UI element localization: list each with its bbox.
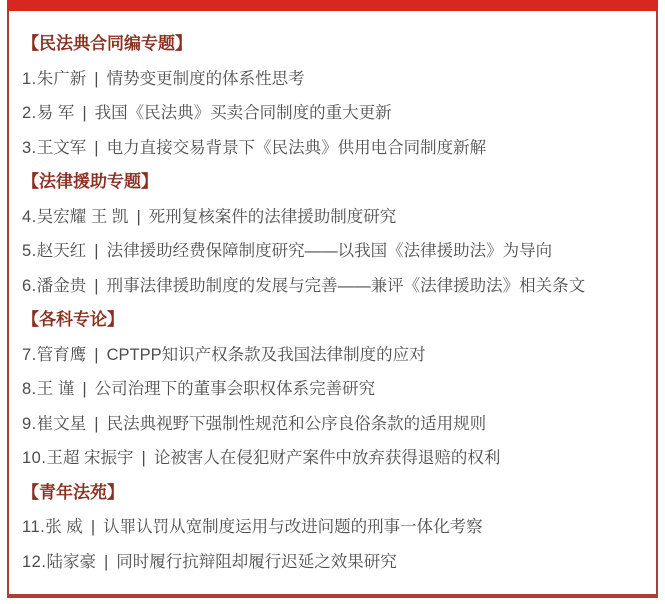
item-separator: | [94,345,99,364]
toc-item [22,441,648,476]
item-title: 认罪认罚从宽制度运用与改进问题的刑事一体化考察 [103,518,483,536]
toc-item [22,338,648,373]
toc-content [7,11,658,598]
item-authors: 崔文星 [36,414,87,433]
item-title: 民法典视野下强制性规范和公序良俗条款的适用规则 [106,414,487,433]
item-number: 8. [22,380,37,398]
item-number: 1. [22,69,37,88]
item-number: 3. [22,138,37,157]
item-authors: 王 谨 [36,380,75,398]
item-title: 论被害人在侵犯财产案件中放弃获得退赔的权利 [153,449,501,467]
item-number: 7. [22,345,37,364]
item-separator: | [94,276,99,295]
item-authors: 管育鹰 [36,345,87,364]
item-separator: | [94,138,99,157]
item-title: 法律援助经费保障制度研究——以我国《法律援助法》为导向 [106,242,553,260]
toc-item [22,200,648,235]
item-title: 公司治理下的董事会职权体系完善研究 [94,380,376,398]
section-header: 【各科专论】 [22,310,124,329]
item-separator: | [103,552,109,571]
item-authors: 张 威 [45,518,83,536]
item-number: 10. [22,449,47,467]
toc-item [22,62,648,97]
item-authors: 易 军 [36,104,75,122]
item-separator: | [94,242,99,260]
item-title: 死刑复核案件的法律援助制度研究 [148,207,397,226]
item-number: 2. [22,104,37,122]
item-title: 刑事法律援助制度的发展与完善——兼评《法律援助法》相关条文 [106,276,586,295]
section-header: 【法律援助专题】 [22,172,158,191]
item-authors: 陆家豪 [46,552,96,571]
accent-top-bar [7,0,658,11]
toc-item [22,96,648,131]
item-separator: | [94,414,99,433]
toc-frame [7,0,658,598]
toc-item [22,407,648,442]
item-separator: | [94,69,99,88]
item-authors: 吴宏耀 王 凯 [36,207,129,226]
item-authors: 王超 宋振宇 [46,449,134,467]
toc-item [22,372,648,407]
item-separator: | [136,207,141,226]
item-title: 情势变更制度的体系性思考 [106,69,305,88]
section-header: 【民法典合同编专题】 [22,34,192,53]
item-title: 我国《民法典》买卖合同制度的重大更新 [94,104,392,122]
toc-item [22,545,648,580]
item-separator: | [82,380,87,398]
item-number: 12. [22,552,47,571]
item-title: 同时履行抗辩阻却履行迟延之效果研究 [116,552,397,571]
item-authors: 朱广新 [36,69,87,88]
toc-item [22,234,648,269]
toc-item [22,131,648,166]
item-number: 4. [22,207,37,226]
item-number: 9. [22,414,37,433]
item-title: CPTPP知识产权条款及我国法律制度的应对 [106,345,426,364]
item-title: 电力直接交易背景下《民法典》供用电合同制度新解 [106,138,487,157]
item-separator: | [90,518,96,536]
item-authors: 王文军 [36,138,87,157]
item-number: 6. [22,276,37,295]
toc-item [22,510,648,545]
toc-item [22,269,648,304]
item-separator: | [141,449,146,467]
section-header: 【青年法苑】 [22,482,124,502]
item-separator: | [82,104,87,122]
item-authors: 赵天红 [36,242,87,260]
item-number: 5. [22,242,37,260]
item-number: 11. [22,518,46,536]
item-authors: 潘金贵 [36,276,87,295]
